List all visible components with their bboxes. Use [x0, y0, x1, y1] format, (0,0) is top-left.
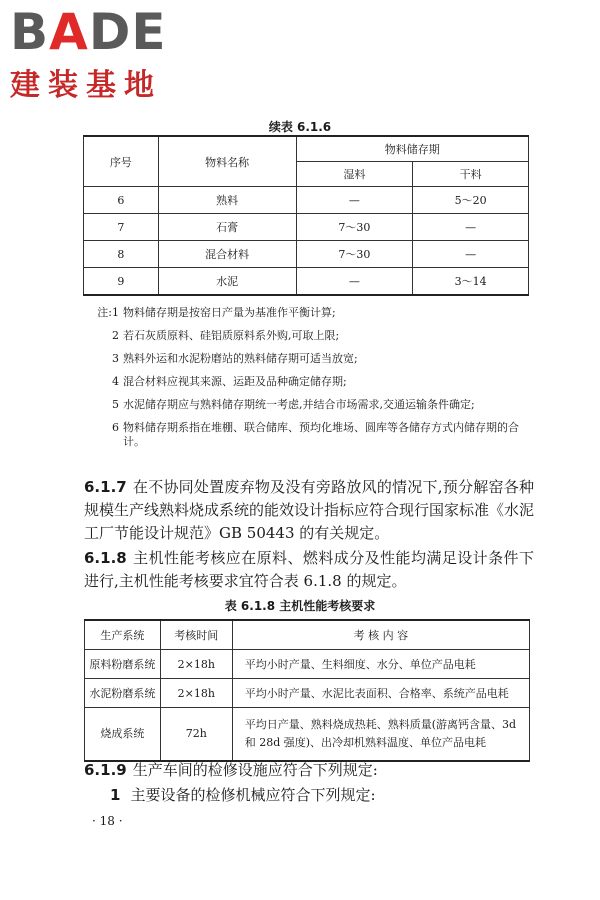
clause-text: 生产车间的检修设施应符合下列规定: [132, 761, 378, 779]
table-row [85, 708, 530, 762]
cell-name: 混合材料 [158, 241, 296, 268]
cell-wet: — [296, 187, 413, 214]
cell-seq: 9 [84, 268, 159, 296]
note-text: 混合材料应视其来源、运距及品种确定储存期; [123, 375, 347, 388]
clause-number: 6.1.7 [84, 478, 127, 496]
logo-wordmark [10, 3, 167, 61]
clause-number: 6.1.9 [84, 761, 127, 779]
table-row [85, 679, 530, 708]
header-seq: 序号 [84, 136, 159, 187]
note-item [95, 421, 535, 449]
clause-text: 主机性能考核应在原料、燃料成分及性能均满足设计条件下进行,主机性能考核要求宜符合表 6.1.8 的规定。 [84, 549, 534, 590]
note-text: 熟料外运和水泥粉磨站的熟料储存期可适当放宽; [123, 352, 358, 365]
note-item [95, 375, 535, 389]
logo [10, 3, 167, 104]
note-item [95, 306, 535, 320]
header-time: 考核时间 [160, 620, 232, 650]
table2-caption: 表 6.1.8 主机性能考核要求 [224, 599, 376, 613]
clause-text: 在不协同处置废弃物及没有旁路放风的情况下,预分解窑各种规模生产线熟料烧成系统的能效设计指标应符合现行国家标准《水泥工厂节能设计规范》GB 50443 的有关规定。 [84, 478, 535, 542]
note-text: 物料储存期系指在堆棚、联合储库、预均化堆场、圆库等各储存方式内储存期的合计。 [123, 421, 519, 448]
clause-6-1-8 [84, 547, 534, 593]
note-label: 4 [112, 375, 119, 388]
header-wet: 湿料 [296, 162, 413, 187]
note-item [95, 352, 535, 366]
header-storage-period: 物料储存期 [296, 136, 529, 162]
table-row [84, 241, 529, 268]
note-label: 6 [112, 421, 119, 434]
table-notes [95, 306, 535, 458]
table-header-row [85, 620, 530, 650]
item-text: 主要设备的检修机械应符合下列规定: [130, 786, 376, 804]
item-1 [110, 784, 376, 807]
cell-dry: — [413, 241, 529, 268]
logo-subtitle: 建装基地 [10, 68, 162, 103]
cell-dry: — [413, 214, 529, 241]
note-item [95, 329, 535, 343]
logo-letter-b: B [10, 3, 50, 61]
cell-wet: 7～30 [296, 214, 413, 241]
header-content: 考 核 内 容 [232, 620, 529, 650]
page-number: · 18 · [92, 814, 123, 828]
cell-time: 2×18h [160, 679, 232, 708]
cell-system: 烧成系统 [85, 708, 161, 762]
header-system: 生产系统 [85, 620, 161, 650]
cell-system: 水泥粉磨系统 [85, 679, 161, 708]
table-row [84, 268, 529, 296]
cell-seq: 7 [84, 214, 159, 241]
note-label: 3 [112, 352, 119, 365]
cell-wet: — [296, 268, 413, 296]
header-name: 物料名称 [158, 136, 296, 187]
clause-6-1-7 [84, 476, 534, 545]
cell-dry: 5～20 [413, 187, 529, 214]
logo-letters-de: DE [88, 3, 167, 61]
note-item [95, 398, 535, 412]
cell-dry: 3～14 [413, 268, 529, 296]
note-text: 水泥储存期应与熟料储存期统一考虑,并结合市场需求,交通运输条件确定; [123, 398, 475, 411]
logo-letter-a: A [49, 3, 89, 61]
cell-name: 水泥 [158, 268, 296, 296]
cell-time: 72h [160, 708, 232, 762]
table-row [84, 187, 529, 214]
cell-time: 2×18h [160, 650, 232, 679]
cell-seq: 6 [84, 187, 159, 214]
clause-6-1-9 [84, 759, 534, 782]
performance-assessment-table [84, 619, 530, 762]
table1-caption: 续表 6.1.6 [268, 120, 332, 134]
table-row [85, 650, 530, 679]
cell-name: 石膏 [158, 214, 296, 241]
cell-content: 平均小时产量、生料细度、水分、单位产品电耗 [232, 650, 529, 679]
cell-name: 熟料 [158, 187, 296, 214]
cell-wet: 7～30 [296, 241, 413, 268]
note-label: 5 [112, 398, 119, 411]
table-row [84, 214, 529, 241]
cell-content: 平均小时产量、水泥比表面积、合格率、系统产品电耗 [232, 679, 529, 708]
cell-system: 原料粉磨系统 [85, 650, 161, 679]
cell-seq: 8 [84, 241, 159, 268]
storage-period-table [83, 135, 529, 296]
clause-number: 6.1.8 [84, 549, 127, 567]
note-label: 注:1 [97, 306, 119, 319]
cell-content: 平均日产量、熟料烧成热耗、熟料质量(游离钙含量、3d 和 28d 强度)、出冷却机熟料温度、单位产品电耗 [232, 708, 529, 762]
item-number: 1 [110, 786, 121, 804]
note-text: 若石灰质原料、硅铝质原料系外购,可取上限; [123, 329, 340, 342]
note-text: 物料储存期是按窑日产量为基准作平衡计算; [123, 306, 336, 319]
header-dry: 干料 [413, 162, 529, 187]
note-label: 2 [112, 329, 119, 342]
